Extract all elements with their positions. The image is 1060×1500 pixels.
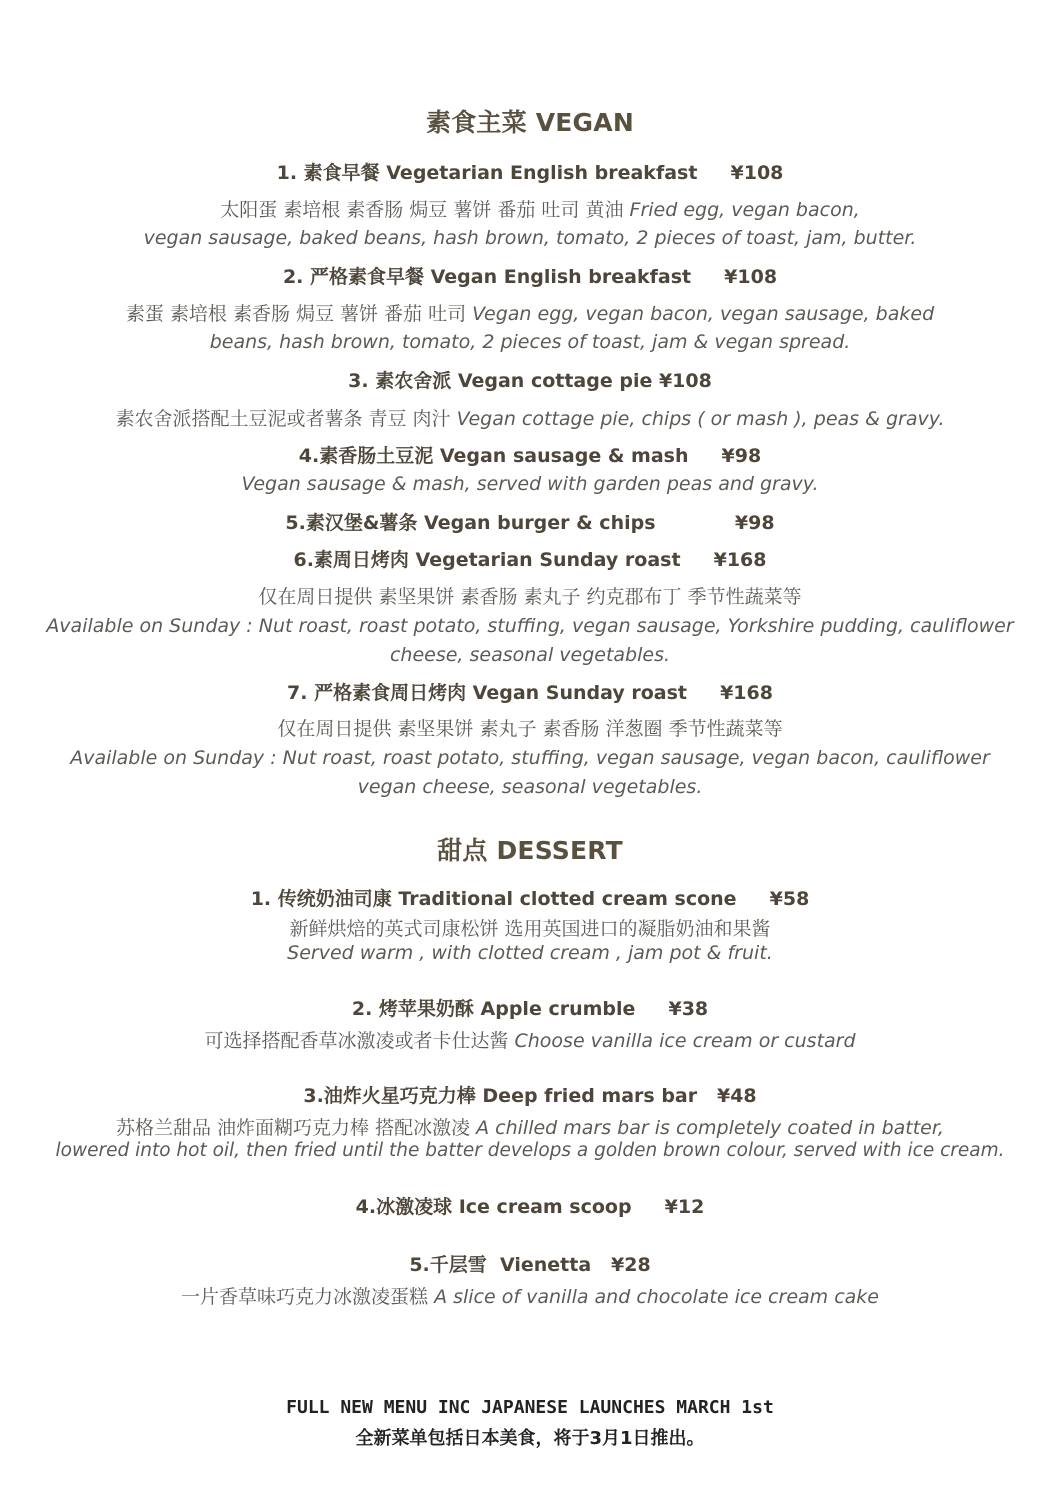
dessert-item-5-desc [0,1282,1060,1309]
desc-en: A chilled mars bar is completely coated in batter, [476,1117,944,1139]
desc-zh: 素农舍派搭配土豆泥或者薯条 青豆 肉汁 [115,408,457,430]
desc-zh: 素蛋 素培根 素香肠 焗豆 薯饼 番茄 吐司 [125,303,473,325]
desc-zh: 仅在周日提供 素坚果饼 素香肠 素丸子 约克郡布丁 季节性蔬菜等 [258,586,802,608]
desc-en: Vegan cottage pie, chips ( or mash ), peas & gravy. [456,408,945,430]
vegan-item-7-desc-3 [0,776,1060,798]
desc-zh: 可选择搭配香草冰激凌或者卡仕达酱 [204,1030,515,1052]
desc-zh: 太阳蛋 素培根 素香肠 焗豆 薯饼 番茄 吐司 黄油 [220,199,630,221]
desc-en: Available on Sunday : Nut roast, roast potato, stuffing, vegan sausage, vegan bacon, cauliflower [70,747,990,769]
dessert-item-3-desc [0,1113,1060,1140]
desc-zh: 一片香草味巧克力冰激凌蛋糕 [181,1286,435,1308]
dessert-item-3-desc-2 [0,1139,1060,1161]
vegan-item-1-desc [0,195,1060,222]
desc-zh: 新鲜烘焙的英式司康松饼 选用英国进口的凝脂奶油和果酱 [289,918,771,940]
dessert-item-4-title: 4.冰激凌球 Ice cream scoop ¥12 [355,1196,705,1218]
dessert-item-2-title: 2. 烤苹果奶酥 Apple crumble ¥38 [351,998,709,1020]
desc-en: Served warm , with clotted cream , jam pot & fruit. [287,942,773,964]
dessert-item-1-desc [0,914,1060,941]
vegan-item-7-desc [0,714,1060,741]
vegan-item-6-title: 6.素周日烤肉 Vegetarian Sunday roast ¥168 [293,549,767,571]
desc-en: lowered into hot oil, then fried until the batter develops a golden brown colour, served with ice cream. [55,1140,1005,1161]
vegan-item-2-title: 2. 严格素食早餐 Vegan English breakfast ¥108 [282,266,778,288]
vegan-item-7-desc-2 [0,747,1060,769]
desc-en: A slice of vanilla and chocolate ice cream cake [434,1286,879,1308]
desc-en: Vegan egg, vegan bacon, vegan sausage, baked [472,303,935,325]
dessert-item-3-title: 3.油炸火星巧克力棒 Deep fried mars bar ¥48 [303,1085,757,1107]
dessert-heading: 甜点 DESSERT [437,836,623,865]
desc-en: vegan sausage, baked beans, hash brown, tomato, 2 pieces of toast, jam, butter. [143,227,917,249]
dessert-item-1-title: 1. 传统奶油司康 Traditional clotted cream scone ¥58 [250,888,810,910]
vegan-item-1-desc-2 [0,227,1060,249]
vegan-item-4-title: 4.素香肠土豆泥 Vegan sausage & mash ¥98 [298,445,762,467]
desc-en: Choose vanilla ice cream or custard [514,1030,856,1052]
dessert-item-2-desc [0,1026,1060,1053]
vegan-item-3-desc [0,404,1060,431]
vegan-item-1-title: 1. 素食早餐 Vegetarian English breakfast ¥108 [276,162,784,184]
vegan-item-6-desc-2 [0,615,1060,637]
vegan-item-5-title: 5.素汉堡&薯条 Vegan burger & chips ¥98 [285,512,775,534]
dessert-item-5-title: 5.千层雪 Vienetta ¥28 [409,1254,651,1276]
vegan-item-6-desc [0,582,1060,609]
vegan-item-7-title: 7. 严格素食周日烤肉 Vegan Sunday roast ¥168 [287,682,773,704]
footer-announcement-zh: 全新菜单包括日本美食，将于3月1日推出。 [355,1428,705,1449]
desc-en: vegan cheese, seasonal vegetables. [357,776,703,798]
desc-en: Available on Sunday : Nut roast, roast potato, stuffing, vegan sausage, Yorkshire pudding, cauliflower [46,615,1014,637]
desc-en: cheese, seasonal vegetables. [389,644,671,666]
desc-en: Fried egg, vegan bacon, [629,199,860,221]
vegan-item-2-desc [0,299,1060,326]
desc-zh: 仅在周日提供 素坚果饼 素丸子 素香肠 洋葱圈 季节性蔬菜等 [277,718,783,740]
desc-en: beans, hash brown, tomato, 2 pieces of toast, jam & vegan spread. [209,331,851,353]
vegan-heading: 素食主菜 VEGAN [426,108,634,137]
vegan-item-6-desc-3 [0,644,1060,666]
desc-en: Vegan sausage & mash, served with garden peas and gravy. [241,473,819,495]
dessert-item-1-desc-2 [0,942,1060,964]
vegan-item-4-desc [0,473,1060,495]
vegan-item-2-desc-2 [0,331,1060,353]
footer-announcement-en: FULL NEW MENU INC JAPANESE LAUNCHES MARCH 1st [286,1397,774,1418]
vegan-item-3-title: 3. 素农舍派 Vegan cottage pie ¥108 [348,370,712,392]
desc-zh: 苏格兰甜品 油炸面糊巧克力棒 搭配冰激凌 [116,1117,477,1139]
